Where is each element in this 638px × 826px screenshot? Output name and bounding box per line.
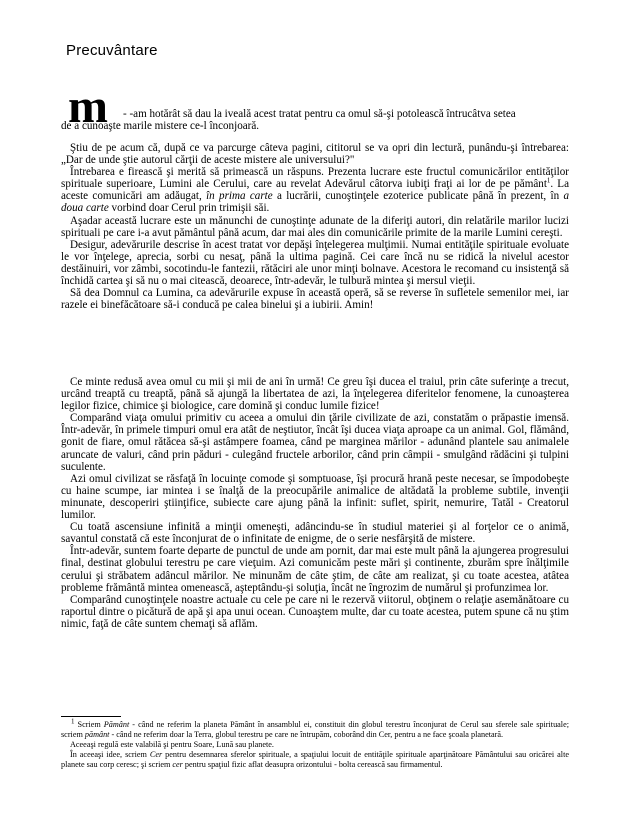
drop-cap: m — [68, 80, 108, 133]
preface-part-1 — [61, 142, 569, 311]
intro-second-line: de a cunoaşte marile mistere ce-l înconjoară. — [61, 120, 260, 132]
paragraph: Ce minte redusă avea omul cu mii şi mii de ani în urmă! Ce greu îşi ducea el traiul, prin câte suferinţe a trecut, urcând treaptă cu treaptă, până să ajungă la libertatea de azi, la înţelegerea diferitelor fenomene, la cunoaşterea legilor fizice, chimice şi biologice, care domină şi conduc lumile fizice! — [61, 376, 569, 413]
paragraph: Desigur, adevărurile descrise în acest tratat vor depăşi înţelegerea mulţimii. Numai entităţile spirituale evoluate le vor înţelege, aprecia, sorbi cu nesaţ, până la ultima pagină. Cei care încă nu se ridică la nivelul acestor destăinuiri, vor zâmbi, socotindu-le fantezii, rătăciri ale unor minţi bolnave. Acestora le recomand cu insistenţă să închidă cartea şi să nu o mai citească, deoarece, într-adevăr, le tulbură mintea şi mersul vieţii. — [61, 238, 569, 288]
paragraph: Întrebarea e firească şi merită să primească un răspuns. Prezenta lucrare este fructul comunicărilor entităţilor spirituale superioare, Lumini ale Cerului, care au revelat Adevărul câtorva iubiţi fraţi ai lor de pe pământ$^1$. La aceste comunicări am adăugat, în prima carte a lucrării, cunoştinţele ezoterice publicate până în prezent, în a doua carte vorbind doar Cerul prin trimişii săi. — [61, 166, 569, 215]
footnote-divider — [61, 716, 121, 717]
paragraph: Comparând cunoştinţele noastre actuale cu cele pe care ni le rezervă viitorul, obţinem o relaţie asemănătoare cu raportul dintre o picătură de apă şi apa unui ocean. Cunoaştem multe, dar cu toate acestea, putem spune că nu ştim nimic, faţă de câte suntem chemaţi să aflăm. — [61, 593, 569, 630]
paragraph: Cu toată ascensiune infinită a minţii omeneşti, adâncindu-se în studiul materiei şi al forţelor ce o animă, savantul constată că este înconjurat de o infinitate de enigme, de o serie nesfârşită de mistere. — [61, 521, 569, 546]
footnote-continuation: În aceeaşi idee, scriem Cer pentru desemnarea sferelor spirituale, a spaţiului locuit de entităţile spirituale aparţinătoare Pământului sau oricărei alte planete sau corp ceresc; şi scriem cer pentru spaţiul fizic aflat deasupra orizontului - bolta cerească sau firmamentul. — [61, 750, 569, 769]
footnote-ref[interactable]: 1 — [546, 176, 551, 185]
intro-first-line: - -am hotărât să dau la iveală acest tratat pentru ca omul să-şi potolească întrucâtva setea — [123, 108, 516, 120]
intro-paragraph — [61, 80, 569, 133]
footnote-continuation: Aceeaşi regulă este valabilă şi pentru Soare, Lună sau planete. — [70, 740, 274, 749]
paragraph: Ştiu de pe acum că, după ce va parcurge câteva pagini, cititorul se va opri din lectură, punându-şi întrebarea: „Dar de unde ştie autorul cărţii de aceste mistere ale universului?" — [61, 142, 569, 167]
footnotes — [61, 717, 569, 770]
paragraph: Comparând viaţa omului primitiv cu aceea a omului din ţările civilizate de azi, constatăm o prăpastie imensă. Într-adevăr, în primele timpuri omul era atât de neştiutor, încât îşi ducea viaţa aproape ca un animal. Gol, flămând, gonit de fiare, omul rătăcea să-şi astâmpere foamea, când pe marginea mărilor - adunând plantele sau animalele aruncate de valuri, când prin păduri - culegând fructele arborilor, când prin câmpii - smulgând rădăcini şi tulpini suculente. — [61, 412, 569, 473]
preface-part-2 — [61, 376, 569, 630]
page-heading: Precuvântare — [66, 42, 158, 59]
paragraph: Aşadar această lucrare este un mănunchi de cunoştinţe adunate de la diferiţi autori, din relatările marilor lucizi spirituali pe care i-a avut pământul până acum, dar mai ales din comunicările primite de la marile Lumini cereşti. — [61, 214, 569, 239]
paragraph: Să dea Domnul ca Lumina, ca adevărurile expuse în această operă, să se reverse în sufletele semenilor mei, iar razele ei binefăcătoare să-i conducă pe calea binelui şi a iubirii. Amin! — [61, 287, 569, 312]
paragraph: Azi omul civilizat se răsfaţă în locuinţe comode şi somptuoase, îşi procură hrană peste necesar, se împodobeşte cu haine scumpe, iar mintea i se înalţă de la preocupările animalice de altădată la probleme subtile, invenţii minunate, descoperiri ştiinţifice, subiecte care ajung până la infinit: suflet, spirit, nemurire, Tatăl - Creatorul lumilor. — [61, 472, 569, 522]
footnote: $^1$ Scriem Pământ - când ne referim la planeta Pământ în ansamblul ei, constituit din globul terestru înconjurat de Cerul sau sferele sale spirituale; scriem pământ - când ne referim doar la Terra, globul terestru pe care ne întrupăm, coborând din Cer, pentru a ne face şcoala planetară. — [61, 717, 569, 739]
paragraph: Într-adevăr, suntem foarte departe de punctul de unde am pornit, dar mai este mult până la ajungerea progresului final, destinat globului terestru pe care vieţuim. Azi comunicăm peste mări şi continente, zburăm spre înălţimile cerului şi străbatem adâncul mărilor. Ne minunăm de câte ştim, de câte am realizat, şi cu toate acestea, atâtea probleme frământă mintea omenească, aşteptându-şi soluţia, încât ne îngrozim de numărul şi profunzimea lor. — [61, 545, 569, 594]
